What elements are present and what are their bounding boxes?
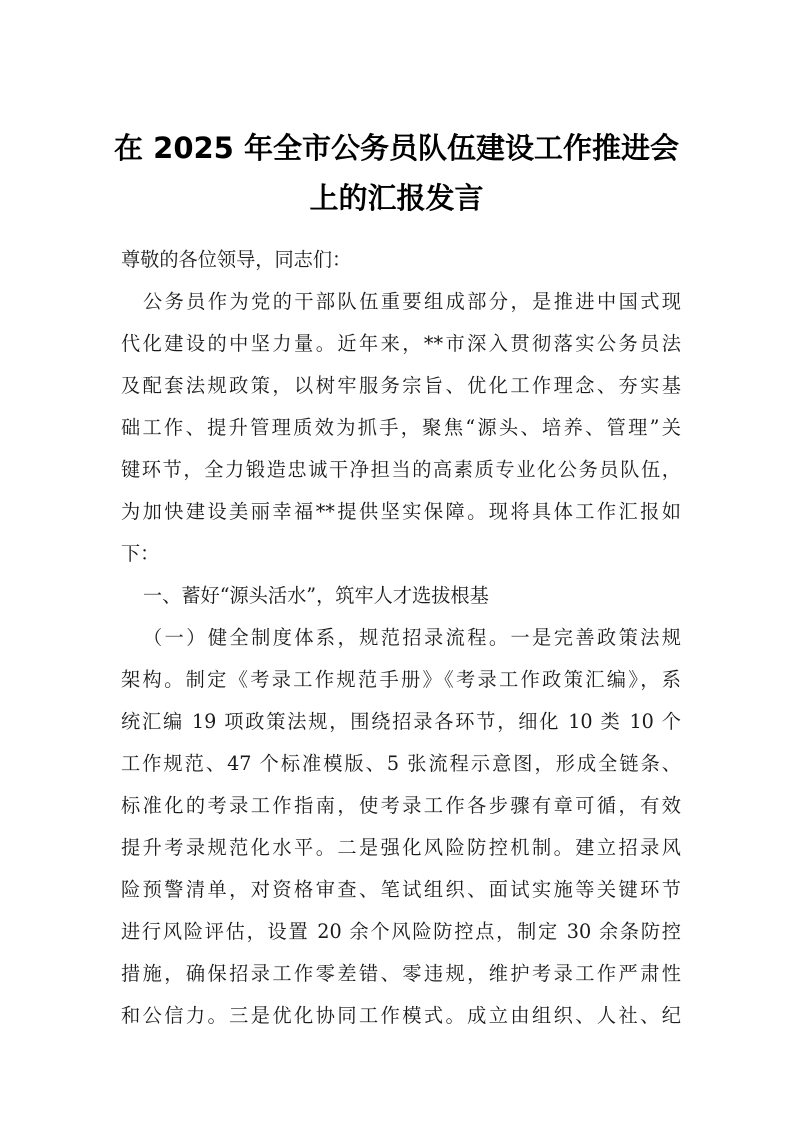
paragraph-line: 公务员作为党的干部队伍重要组成部分，是推进中国式现 <box>143 290 681 313</box>
paragraph-line: 下： <box>121 542 160 565</box>
paragraph-line: 代化建设的中坚力量。近年来，**市深入贯彻落实公务员法 <box>121 332 681 355</box>
paragraph-line: 工作规范、47 个标准模版、5 张流程示意图，形成全链条、 <box>121 752 681 775</box>
salutation: 尊敬的各位领导，同志们： <box>121 248 352 271</box>
paragraph-line: 进行风险评估，设置 20 余个风险防控点，制定 30 余条防控 <box>121 920 681 943</box>
section-heading: 一、蓄好“源头活水”，筑牢人才选拔根基 <box>143 584 489 607</box>
paragraph-line: 措施，确保招录工作零差错、零违规，维护考录工作严肃性 <box>121 962 681 985</box>
paragraph-line: 统汇编 19 项政策法规，围绕招录各环节，细化 10 类 10 个 <box>121 710 681 733</box>
paragraph-line: 础工作、提升管理质效为抓手，聚焦“源头、培养、管理”关 <box>121 416 681 439</box>
paragraph-line: 键环节，全力锻造忠诚干净担当的高素质专业化公务员队伍， <box>121 458 681 481</box>
paragraph-line: 及配套法规政策，以树牢服务宗旨、优化工作理念、夯实基 <box>121 374 681 397</box>
paragraph-line: （一）健全制度体系，规范招录流程。一是完善政策法规 <box>143 626 681 649</box>
paragraph-line: 险预警清单，对资格审查、笔试组织、面试实施等关键环节 <box>121 878 681 901</box>
paragraph-line: 架构。制定《考录工作规范手册》《考录工作政策汇编》，系 <box>121 668 681 691</box>
paragraph-line: 标准化的考录工作指南，使考录工作各步骤有章可循，有效 <box>121 794 681 817</box>
paragraph-line: 提升考录规范化水平。二是强化风险防控机制。建立招录风 <box>121 836 681 859</box>
document-title-line-2: 上的汇报发言 <box>309 181 484 215</box>
paragraph-line: 为加快建设美丽幸福**提供坚实保障。现将具体工作汇报如 <box>121 500 681 523</box>
paragraph-line: 和公信力。三是优化协同工作模式。成立由组织、人社、纪 <box>121 1004 681 1027</box>
document-title-line-1: 在 2025 年全市公务员队伍建设工作推进会 <box>114 131 679 165</box>
